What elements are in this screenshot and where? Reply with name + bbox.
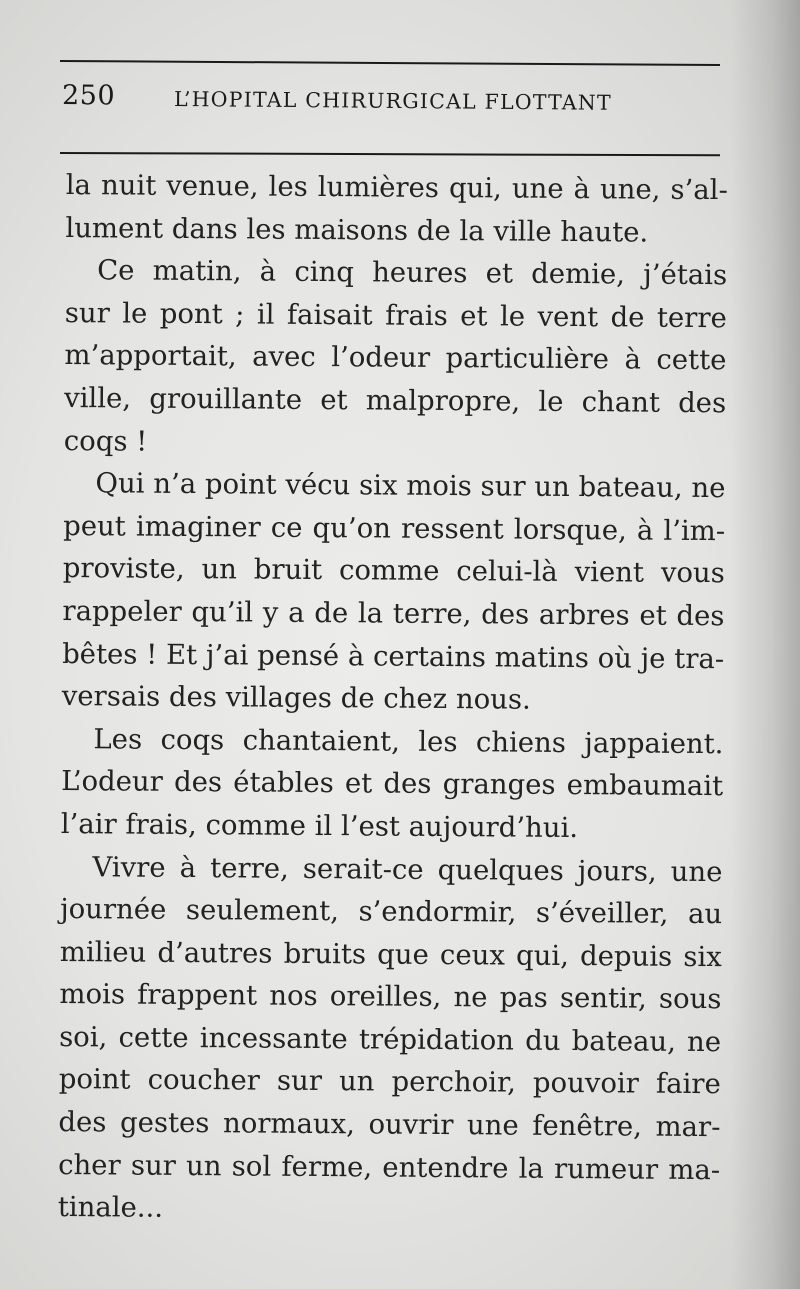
text-line: Les coqs chantaient, les chiens jappaient.	[93, 722, 724, 760]
page-header	[62, 80, 662, 125]
text-line: versais des villages de chez nous.	[61, 680, 531, 716]
text-line: journée seulement, s’endormir, s’éveiller, au	[60, 893, 723, 931]
text-line: sur le pont ; il faisait frais et le vent de terre	[64, 296, 727, 334]
text-line: bêtes ! Et j’ai pensé à certains matins où je tra-	[62, 637, 725, 675]
text-line: mois frappent nos oreilles, ne pas sentir, sous	[59, 978, 722, 1016]
running-title: L’HOPITAL CHIRURGICAL FLOTTANT	[173, 86, 612, 115]
text-line: rappeler qu’il y a de la terre, des arbres et des	[62, 594, 725, 633]
text-line: ville, grouillante et malpropre, le chant des	[64, 381, 727, 420]
text-line: la nuit venue, les lumières qui, une à une, s’al-	[65, 168, 728, 207]
header-rule-bottom	[60, 152, 720, 156]
text-line: coqs !	[63, 424, 148, 458]
text-line: milieu d’autres bruits que ceux qui, depuis six	[59, 935, 722, 973]
text-line: peut imaginer ce qu’on ressent lorsque, à l’im-	[63, 509, 726, 547]
text-line: l’air frais, comme il l’est aujourd’hui.	[60, 807, 579, 844]
body-text	[58, 164, 728, 1234]
text-line: point coucher sur un perchoir, pouvoir faire	[58, 1063, 721, 1101]
text-line: soi, cette incessante trépidation du bateau, ne	[59, 1020, 722, 1059]
text-line: Qui n’a point vécu six mois sur un bateau, ne	[95, 467, 726, 505]
page-edge-shadow	[730, 0, 800, 1289]
text-line: tinale...	[57, 1191, 164, 1225]
text-line: Ce matin, à cinq heures et demie, j’étais	[97, 254, 728, 292]
text-line: des gestes normaux, ouvrir une fenêtre, mar-	[58, 1106, 721, 1144]
text-line: proviste, un bruit comme celui-là vient vous	[62, 552, 725, 590]
text-line: m’apportait, avec l’odeur particulière à cette	[64, 339, 727, 377]
text-line: L’odeur des étables et des granges embaumait	[61, 765, 724, 803]
text-line: lument dans les maisons de la ville haute.	[65, 211, 649, 249]
text-line: cher sur un sol ferme, entendre la rumeur ma-	[58, 1148, 721, 1186]
page-number: 250	[61, 80, 116, 112]
header-rule-top	[60, 60, 720, 66]
text-line: Vivre à terre, serait-ce quelques jours, une	[92, 850, 723, 888]
